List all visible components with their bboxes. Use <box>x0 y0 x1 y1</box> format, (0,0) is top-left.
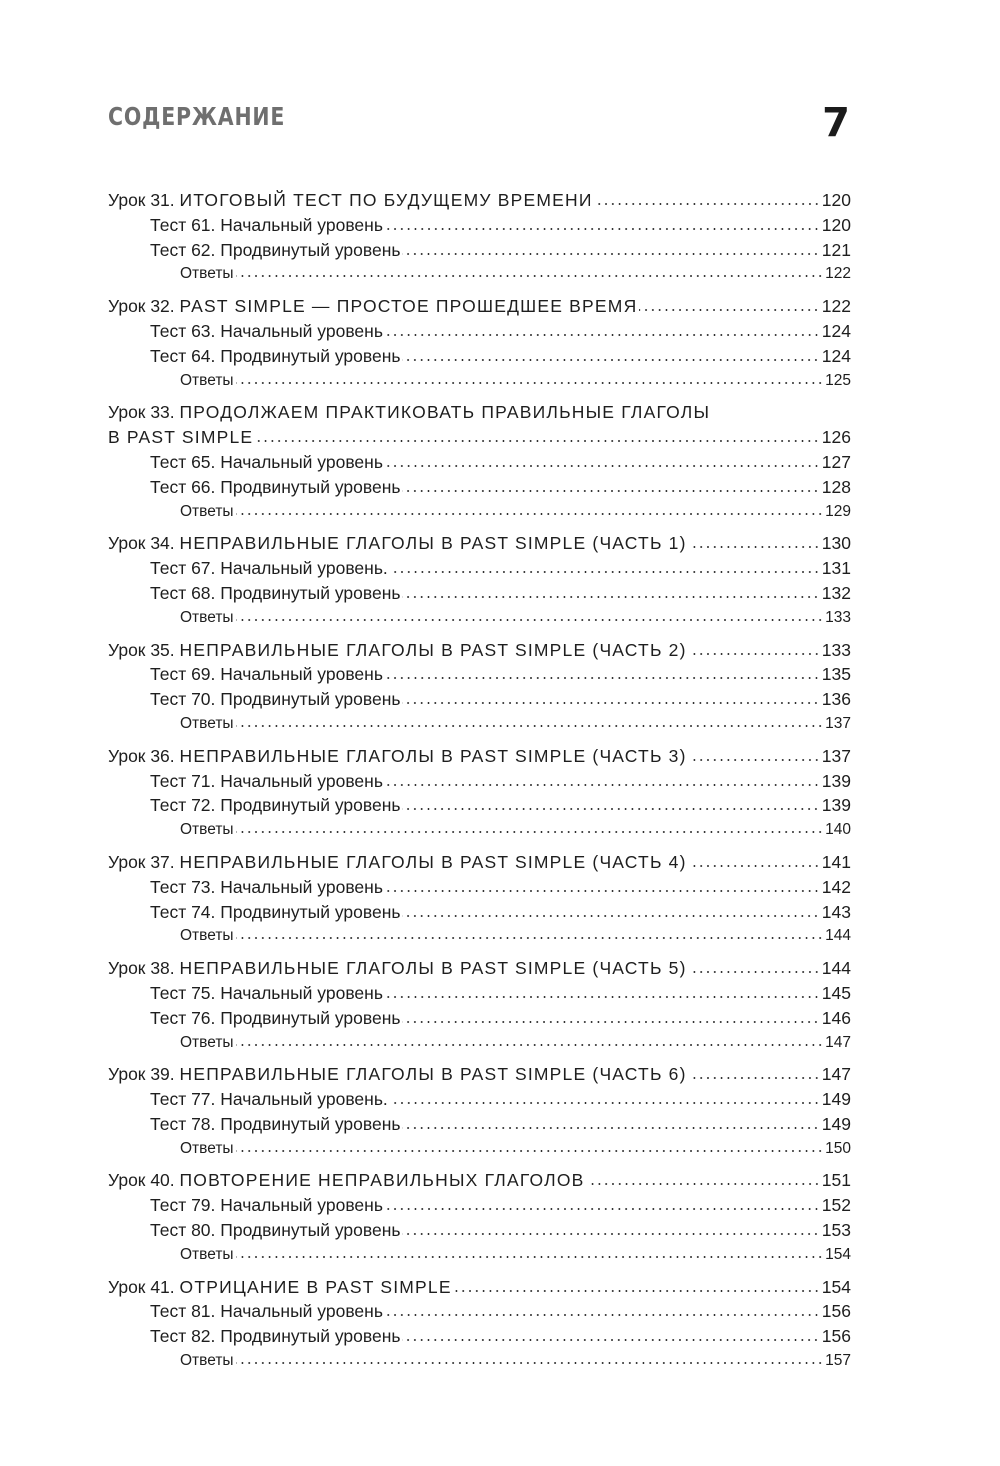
lesson-title-cont: В PAST SIMPLE <box>108 427 254 448</box>
dot-leader <box>385 462 820 468</box>
toc-answers-entry[interactable] <box>108 818 851 843</box>
entry-label: Тест 72. Продвинутый уровень <box>150 795 401 816</box>
entry-label: Тест 75. Начальный уровень <box>150 982 383 1003</box>
lesson-page: 126 <box>821 427 851 448</box>
lesson-page: 147 <box>821 1064 851 1085</box>
entry-label: Тест 74. Продвинутый уровень <box>150 901 401 922</box>
dot-leader <box>402 1336 819 1342</box>
lesson-title: НЕПРАВИЛЬНЫЕ ГЛАГОЛЫ В PAST SIMPLE (ЧАСТЬ 2) <box>179 639 687 660</box>
entry-page: 120 <box>821 214 851 235</box>
toc-answers-entry[interactable] <box>108 606 851 631</box>
lesson-page: 130 <box>821 533 851 554</box>
lesson-heading-text <box>108 956 687 981</box>
toc-test-entry[interactable] <box>108 662 851 687</box>
entry-label: Тест 71. Начальный уровень <box>150 770 383 791</box>
toc-lesson <box>108 1275 851 1374</box>
dot-leader <box>385 674 820 680</box>
toc-test-entry[interactable] <box>108 687 851 712</box>
entry-page: 127 <box>821 451 851 472</box>
toc-answers-entry[interactable] <box>108 1349 851 1374</box>
lesson-number: Урок 34. <box>108 533 175 554</box>
dot-leader <box>454 1287 820 1293</box>
dot-leader <box>236 1041 824 1047</box>
entry-label: Тест 66. Продвинутый уровень <box>150 476 401 497</box>
entry-page: 156 <box>821 1301 851 1322</box>
dot-leader <box>236 616 824 622</box>
entry-label: Тест 62. Продвинутый уровень <box>150 239 401 260</box>
toc-answers-entry[interactable] <box>108 1243 851 1268</box>
lesson-title: ПОВТОРЕНИЕ НЕПРАВИЛЬНЫХ ГЛАГОЛОВ <box>179 1170 585 1191</box>
entry-page: 149 <box>821 1089 851 1110</box>
table-of-contents <box>108 188 851 1381</box>
toc-test-entry[interactable] <box>108 900 851 925</box>
dot-leader <box>385 1205 820 1211</box>
toc-test-entry[interactable] <box>108 1006 851 1031</box>
entry-page: 128 <box>821 476 851 497</box>
entry-label: Ответы <box>180 1139 234 1157</box>
dot-leader <box>639 306 819 312</box>
entry-page: 132 <box>821 582 851 603</box>
lesson-title: ПРОДОЛЖАЕМ ПРАКТИКОВАТЬ ПРАВИЛЬНЫЕ ГЛАГОЛЫ <box>179 402 711 423</box>
toc-test-entry[interactable] <box>108 581 851 606</box>
toc-lesson <box>108 188 851 287</box>
dot-leader <box>236 1253 824 1259</box>
toc-test-entry[interactable] <box>108 981 851 1006</box>
lesson-title: ОТРИЦАНИЕ В PAST SIMPLE <box>179 1276 452 1297</box>
toc-lesson <box>108 1062 851 1161</box>
entry-label: Тест 67. Начальный уровень. <box>150 558 388 579</box>
entry-label: Ответы <box>180 265 234 283</box>
entry-page: 153 <box>821 1220 851 1241</box>
entry-label: Ответы <box>180 371 234 389</box>
toc-test-entry[interactable] <box>108 238 851 263</box>
lesson-heading-text <box>108 1168 585 1193</box>
entry-label: Тест 64. Продвинутый уровень <box>150 345 401 366</box>
entry-label: Тест 80. Продвинутый уровень <box>150 1220 401 1241</box>
dot-leader <box>402 356 819 362</box>
dot-leader <box>390 568 820 574</box>
toc-lesson-heading[interactable] <box>108 956 851 981</box>
lesson-number: Урок 36. <box>108 745 175 766</box>
toc-lesson-heading[interactable] <box>108 400 851 425</box>
toc-lesson <box>108 744 851 843</box>
dot-leader <box>689 862 820 868</box>
dot-leader <box>689 650 820 656</box>
entry-label: Тест 77. Начальный уровень. <box>150 1089 388 1110</box>
toc-lesson-heading[interactable] <box>108 850 851 875</box>
lesson-title: НЕПРАВИЛЬНЫЕ ГЛАГОЛЫ В PAST SIMPLE (ЧАСТЬ 1) <box>179 533 687 554</box>
entry-page: 135 <box>821 664 851 685</box>
lesson-title: НЕПРАВИЛЬНЫЕ ГЛАГОЛЫ В PAST SIMPLE (ЧАСТЬ 5) <box>179 958 687 979</box>
toc-lesson <box>108 1168 851 1267</box>
entry-label: Тест 81. Начальный уровень <box>150 1301 383 1322</box>
entry-label: Тест 73. Начальный уровень <box>150 876 383 897</box>
entry-page: 145 <box>821 982 851 1003</box>
lesson-heading-text <box>108 638 687 663</box>
lesson-page: 144 <box>821 958 851 979</box>
lesson-page: 137 <box>821 745 851 766</box>
toc-answers-entry[interactable] <box>108 369 851 394</box>
entry-page: 149 <box>821 1113 851 1134</box>
dot-leader <box>402 805 819 811</box>
dot-leader <box>402 250 819 256</box>
dot-leader <box>236 722 824 728</box>
toc-answers-entry[interactable] <box>108 1031 851 1056</box>
lesson-number: Урок 40. <box>108 1170 175 1191</box>
entry-label: Ответы <box>180 714 234 732</box>
lesson-page: 120 <box>821 190 851 210</box>
lesson-page: 154 <box>821 1276 851 1297</box>
lesson-title: НЕПРАВИЛЬНЫЕ ГЛАГОЛЫ В PAST SIMPLE (ЧАСТЬ 3) <box>179 745 687 766</box>
dot-leader <box>689 543 820 549</box>
entry-page: 139 <box>821 770 851 791</box>
entry-page: 136 <box>821 689 851 710</box>
toc-lesson <box>108 956 851 1055</box>
dot-leader <box>255 437 820 443</box>
lesson-heading-text <box>108 188 593 213</box>
toc-test-entry[interactable] <box>108 319 851 344</box>
dot-leader <box>402 1018 819 1024</box>
dot-leader <box>402 1230 819 1236</box>
lesson-number: Урок 32. <box>108 296 175 317</box>
entry-label: Тест 82. Продвинутый уровень <box>150 1326 401 1347</box>
toc-test-entry[interactable] <box>108 450 851 475</box>
entry-page: 140 <box>825 821 851 839</box>
toc-test-entry[interactable] <box>108 1324 851 1349</box>
entry-page: 144 <box>825 927 851 945</box>
toc-lesson-heading[interactable] <box>108 744 851 769</box>
toc-test-entry[interactable] <box>108 769 851 794</box>
entry-page: 157 <box>825 1352 851 1370</box>
entry-label: Тест 79. Начальный уровень <box>150 1195 383 1216</box>
entry-page: 137 <box>825 714 851 732</box>
lesson-heading-text <box>108 1275 452 1300</box>
toc-test-entry[interactable] <box>108 1087 851 1112</box>
entry-label: Ответы <box>180 1033 234 1051</box>
entry-page: 156 <box>821 1326 851 1347</box>
entry-page: 142 <box>821 876 851 897</box>
toc-test-entry[interactable] <box>108 213 851 238</box>
toc-lesson-heading[interactable] <box>108 1062 851 1087</box>
lesson-title: НЕПРАВИЛЬНЫЕ ГЛАГОЛЫ В PAST SIMPLE (ЧАСТЬ 6) <box>179 1064 687 1085</box>
entry-label: Тест 65. Начальный уровень <box>150 451 383 472</box>
entry-label: Ответы <box>180 927 234 945</box>
dot-leader <box>236 379 824 385</box>
entry-page: 122 <box>825 265 851 283</box>
lesson-number: Урок 38. <box>108 958 175 979</box>
dot-leader <box>402 593 819 599</box>
dot-leader <box>689 968 820 974</box>
toc-test-entry[interactable] <box>108 1299 851 1324</box>
toc-lesson-heading[interactable] <box>108 188 851 213</box>
toc-test-entry[interactable] <box>108 475 851 500</box>
dot-leader <box>587 1180 820 1186</box>
dot-leader <box>390 1099 820 1105</box>
toc-lesson <box>108 850 851 949</box>
toc-answers-entry[interactable] <box>108 712 851 737</box>
lesson-number: Урок 37. <box>108 851 175 872</box>
lesson-number: Урок 39. <box>108 1064 175 1085</box>
entry-label: Тест 68. Продвинутый уровень <box>150 582 401 603</box>
toc-lesson-heading[interactable] <box>108 294 851 319</box>
page-number: 7 <box>822 100 850 146</box>
lesson-title: НЕПРАВИЛЬНЫЕ ГЛАГОЛЫ В PAST SIMPLE (ЧАСТЬ 4) <box>179 851 687 872</box>
lesson-title: ИТОГОВЫЙ ТЕСТ ПО БУДУЩЕМУ ВРЕМЕНИ <box>179 190 593 210</box>
entry-label: Тест 61. Начальный уровень <box>150 214 383 235</box>
entry-label: Ответы <box>180 608 234 626</box>
lesson-heading-text <box>108 744 687 769</box>
dot-leader <box>402 487 819 493</box>
entry-page: 133 <box>825 608 851 626</box>
lesson-heading-text <box>108 531 687 556</box>
toc-lesson-heading[interactable] <box>108 1275 851 1300</box>
dot-leader <box>385 1311 820 1317</box>
toc-answers-entry[interactable] <box>108 262 851 287</box>
toc-test-entry[interactable] <box>108 1112 851 1137</box>
toc-answers-entry[interactable] <box>108 500 851 525</box>
toc-test-entry[interactable] <box>108 556 851 581</box>
toc-test-entry[interactable] <box>108 793 851 818</box>
entry-page: 139 <box>821 795 851 816</box>
entry-label: Ответы <box>180 502 234 520</box>
dot-leader <box>402 912 819 918</box>
toc-test-entry[interactable] <box>108 875 851 900</box>
lesson-page: 133 <box>821 639 851 660</box>
toc-test-entry[interactable] <box>108 1193 851 1218</box>
entry-label: Тест 78. Продвинутый уровень <box>150 1113 401 1134</box>
dot-leader <box>689 1074 820 1080</box>
entry-label: Ответы <box>180 1245 234 1263</box>
dot-leader <box>236 272 824 278</box>
dot-leader <box>595 200 820 206</box>
entry-page: 150 <box>825 1139 851 1157</box>
dot-leader <box>689 756 820 762</box>
entry-page: 154 <box>825 1245 851 1263</box>
dot-leader <box>385 331 820 337</box>
toc-lesson <box>108 638 851 737</box>
lesson-heading-text <box>108 850 687 875</box>
dot-leader <box>385 993 820 999</box>
lesson-heading-text <box>108 1062 687 1087</box>
entry-page: 121 <box>821 239 851 260</box>
entry-page: 129 <box>825 502 851 520</box>
lesson-heading-text <box>108 400 851 425</box>
entry-page: 143 <box>821 901 851 922</box>
lesson-heading-text <box>108 294 637 319</box>
toc-lesson-heading[interactable] <box>108 638 851 663</box>
entry-label: Тест 69. Начальный уровень <box>150 664 383 685</box>
page-title: СОДЕРЖАНИЕ <box>108 102 286 131</box>
entry-page: 152 <box>821 1195 851 1216</box>
toc-answers-entry[interactable] <box>108 1137 851 1162</box>
dot-leader <box>236 828 824 834</box>
entry-page: 124 <box>821 320 851 341</box>
lesson-number: Урок 41. <box>108 1276 175 1297</box>
dot-leader <box>236 1359 824 1365</box>
entry-page: 131 <box>821 558 851 579</box>
entry-page: 147 <box>825 1033 851 1051</box>
dot-leader <box>402 1124 819 1130</box>
lesson-number: Урок 33. <box>108 402 175 423</box>
toc-lesson <box>108 400 851 524</box>
entry-label: Тест 63. Начальный уровень <box>150 320 383 341</box>
lesson-page: 151 <box>821 1170 851 1191</box>
dot-leader <box>236 510 824 516</box>
toc-lesson <box>108 531 851 630</box>
toc-lesson-heading-cont[interactable] <box>108 425 851 450</box>
lesson-page: 122 <box>821 296 851 317</box>
toc-lesson-heading[interactable] <box>108 1168 851 1193</box>
entry-label: Ответы <box>180 821 234 839</box>
toc-lesson-heading[interactable] <box>108 531 851 556</box>
entry-page: 146 <box>821 1007 851 1028</box>
entry-label: Ответы <box>180 1352 234 1370</box>
entry-page: 125 <box>825 371 851 389</box>
lesson-number: Урок 31. <box>108 190 175 210</box>
entry-page: 124 <box>821 345 851 366</box>
toc-test-entry[interactable] <box>108 1218 851 1243</box>
dot-leader <box>385 887 820 893</box>
dot-leader <box>402 699 819 705</box>
dot-leader <box>236 1147 824 1153</box>
dot-leader <box>236 934 824 940</box>
dot-leader <box>385 781 820 787</box>
toc-lesson <box>108 294 851 393</box>
lesson-page: 141 <box>821 851 851 872</box>
entry-label: Тест 70. Продвинутый уровень <box>150 689 401 710</box>
entry-label: Тест 76. Продвинутый уровень <box>150 1007 401 1028</box>
toc-answers-entry[interactable] <box>108 924 851 949</box>
lesson-number: Урок 35. <box>108 639 175 660</box>
dot-leader <box>385 225 820 231</box>
toc-test-entry[interactable] <box>108 344 851 369</box>
lesson-title: PAST SIMPLE — ПРОСТОЕ ПРОШЕДШЕЕ ВРЕМЯ <box>179 296 638 317</box>
